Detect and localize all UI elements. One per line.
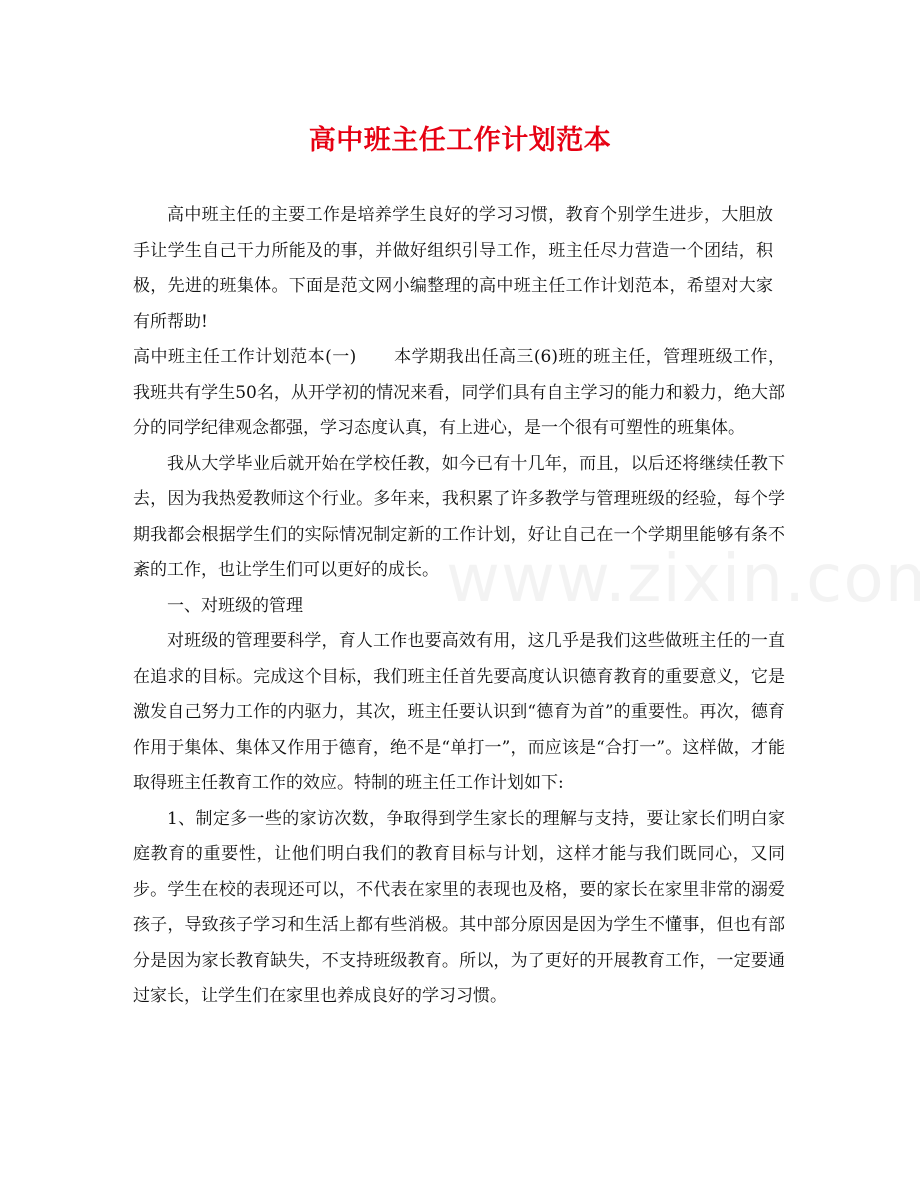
home-visit-paragraph: 1、制定多一些的家访次数，争取得到学生家长的理解与支持，要让家长们明白家庭教育的重要性，让他们明白我们的教育目标与计划，这样才能与我们既同心，又同步。学生在校的表现还可以，不代表在家里的表现也及格，要的家长在家里非常的溺爱孩子，导致孩子学习和生活上都有些消极。其中部分原因是因为学生不懂事，但也有部分是因为家长教育缺失，不支持班级教育。所以，为了更好的开展教育工作，一定要通过家长，让学生们在家里也养成良好的学习习惯。 [133, 808, 785, 1006]
management-paragraph: 对班级的管理要科学，育人工作也要高效有用，这几乎是我们这些做班主任的一直在追求的目标。完成这个目标，我们班主任首先要高度认识德育教育的重要意义，它是激发自己努力工作的内驱力，其次，班主任要认识到“德育为首”的重要性。再次，德育作用于集体、集体又作用于德育，绝不是“单打一”，而应该是“合打一”。这样做，才能取得班主任教育工作的效应。特制的班主任工作计划如下: [133, 631, 785, 793]
class-description: 本学期我出任高三(6)班的班主任，管理班级工作，我班共有学生50名，从开学初的情况来看，同学们具有自主学习的能力和毅力，绝大部分的同学纪律观念都强，学习态度认真，有上进心，是一个很有可塑性的班集体。 [133, 347, 785, 438]
document-body [133, 198, 785, 1015]
section-heading: 高中班主任工作计划范本(一) [133, 347, 357, 367]
plan-intro-paragraph [133, 340, 785, 447]
document-title: 高中班主任工作计划范本 [308, 125, 612, 156]
intro-paragraph: 高中班主任的主要工作是培养学生良好的学习习惯，教育个别学生进步，大胆放手让学生自己干力所能及的事，并做好组织引导工作，班主任尽力营造一个团结，积极，先进的班集体。下面是范文网小编整理的高中班主任工作计划范本，希望对大家有所帮助! [133, 205, 773, 332]
experience-paragraph: 我从大学毕业后就开始在学校任教，如今已有十几年，而且，以后还将继续任教下去，因为我热爱教师这个行业。多年来，我积累了许多教学与管理班级的经验，每个学期我都会根据学生们的实际情况制定新的工作计划，好让自己在一个学期里能够有条不紊的工作，也让学生们可以更好的成长。 [133, 453, 785, 580]
section-one-heading: 一、对班级的管理 [167, 595, 303, 616]
